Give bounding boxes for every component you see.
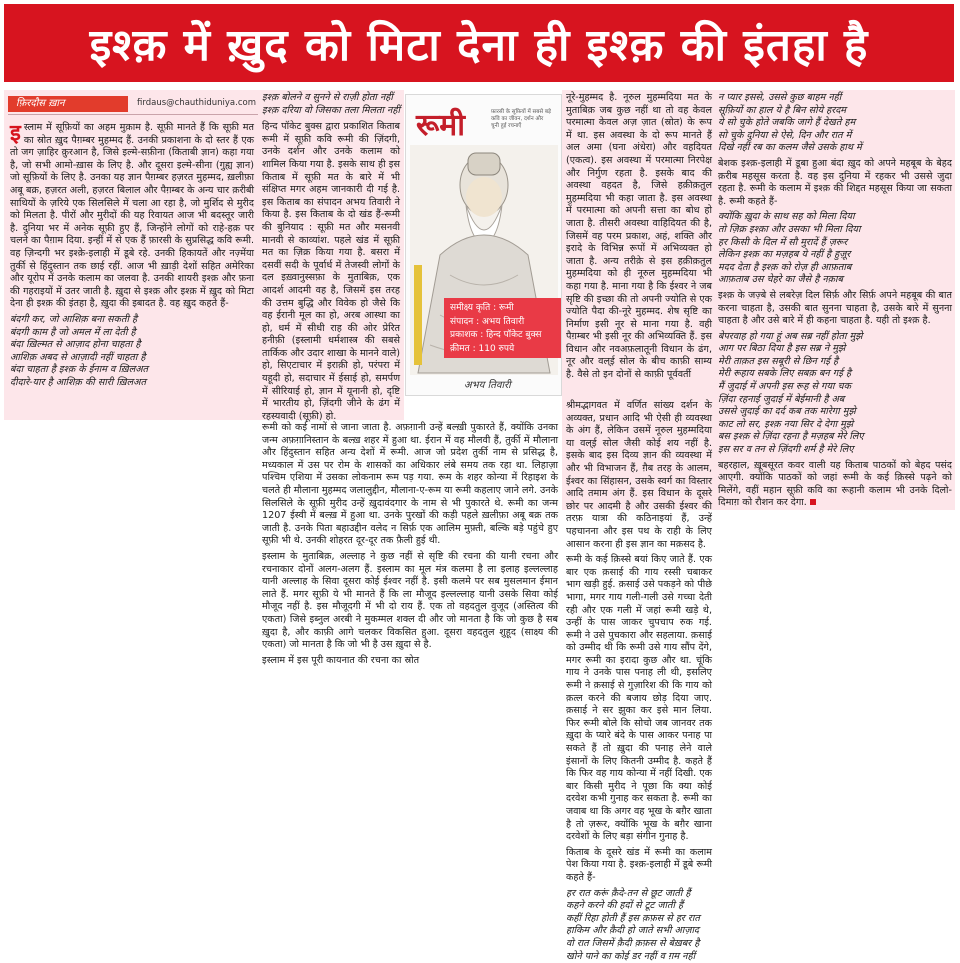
poem-line: काट लो सर, इश्क़ नया सिर दे देगा मुझे (718, 418, 854, 430)
poem-excerpt (718, 331, 952, 457)
poem-line: हाकिम और क़ैदी हो जाते सभी आज़ाद (566, 925, 700, 937)
intro-paragraph (10, 122, 254, 311)
closing-text: बहरहाल, ख़ूबसूरत कवर वाली यह किताब पाठकों को बेहद पसंद आएगी. क्योंकि पाठकों को जहां रूमी के कई क़िस्से पढ़ने को मिलेंगे, वहीं महान सूफ़ी कवि का रूहानी कलाम भी उनके दिलो-दिमाग़ को रौशन कर देगा. (718, 459, 952, 509)
poem-line: बेपरवाह हो गया हूं अब सब्र नहीं होता मुझे (718, 330, 863, 342)
poem-line: हर किसी के दिल में सौ मुरादें हैं ज़रूर (718, 236, 848, 248)
poem-excerpt (262, 92, 400, 117)
article-column-4 (566, 92, 712, 392)
article-column-5 (566, 400, 712, 962)
poem-line: मेरी रूहाय सबके लिए सबक़ बन गई है (718, 368, 852, 380)
book-info-box (444, 298, 561, 358)
paragraph: रूमी को कई नामों से जाना जाता है. अफ़ग़ानी उन्हें बल्ख़ी पुकारते हैं, क्योंकि उनका जन्म अफ़ग़ानिस्तान के बल्ख़ शहर में हुआ था. ईरान में वह मौलवी हैं, तुर्की में मौलाना और हिंदुस्तान सहित अन्य देशों में रूमी. आज जो प्रदेश तुर्की नाम से प्रसिद्ध है, मध्यकाल में उस पर रोम के शासकों का अधिकार लंबे समय तक रहा था. लिहाज़ा पश्चिम एशिया में उसका लोकनाम रूम पड़ गया. रूम के शहर कोन्या में रिहाइश के चलते ही मौलाना मुहम्मद जलालुद्दीन, मौलाना-ए-रूम या रूमी कहलाए जाने लगे. उनके सिलसिले के सूफ़ी मुरीद उन्हें ख़ुदावंदगार के नाम से भी पुकारते थे. रूमी का जन्म 1207 ईस्वी में बल्ख़ में हुआ था. उनके पुरखों की कड़ी पहले ख़लीफ़ा अबू बक्र तक जाती है. उनके पिता बहाउद्दीन वलेद न सिर्फ़ एक आलिम मुफ़्ती, बल्कि बड़े पहुंचे हुए सूफ़ी भी थे. उनकी शोहरत दूर-दूर तक फ़ैली हुई थी. (262, 422, 558, 547)
article-column-1 (10, 122, 254, 414)
paragraph: रूमी के कई क़िस्से बयां किए जाते हैं. एक बार एक क़साई की गाय रस्सी चबाकर भाग खड़ी हुई. क़साई उसे पकड़ने को पीछे भागा, मगर गाय गली-गली उसे गच्चा देती रही और एक गली में जहां रूमी खड़े थे, उन्हीं के पास जाकर चुपचाप रुक गई. रूमी ने उसे पुचकारा और सहलाया. क़साई को उम्मीद थी कि रूमी उसे गाय सौंप देंगे, मगर रूमी का इरादा कुछ और था. चूंकि गाय ने उनके पास पनाह ली थी, इसलिए रूमी ने क़साई से गुज़ारिश की कि गाय को क़त्ल करने की बजाय छोड़ दिया जाए. क़साई ने सर झुका कर इसे मान लिया. फिर रूमी बोले कि सोचो जब जानवर तक ख़ुदा के प्यारे बंदे के पास आकर पनाह पा सकते हैं तो ख़ुदा की पनाह लेने वाले इंसानों के लिए कितनी उम्मीद है. कहते हैं कि फिर वह गाय कोन्या में नहीं दिखी. एक बार किसी मुरीद ने पूछा कि क्या कोई दरवेश कभी गुनाह कर सकता है. रूमी का जवाब था कि अगर वह भूख के बग़ैर खाता है तो ज़रूर, क्योंकि भूख के बग़ैर खाना दरवेशों के लिए बड़ा संगीन गुनाह है. (566, 554, 712, 843)
paragraph: इस्लाम में इस पूरी कायनात की रचना का स्रोत (262, 654, 420, 666)
book-info-title: समीक्ष्य कृति : रूमी (450, 303, 514, 313)
poem-line: मदद देता है इश्क़ को रोज़ ही आफ़ताब (718, 261, 852, 273)
poem-line: बंदा ख़िल्मत से आज़ाद होना चाहता है (10, 339, 141, 351)
paragraph: इश्क़ के जज़्बे से लबरेज़ दिल सिर्फ़ और सिर्फ़ अपने महबूब की बात करना चाहता है, उसकी बात सुनना चाहता है, उसके बारे में सुनना चाहता है और उसे बारे में ही कहना चाहता है. यही तो इश्क़ है. (718, 289, 952, 327)
poem-line: लेकिन इश्क़ का मज़हब ये नहीं है हुज़ूर (718, 249, 851, 261)
book-info-editor: संपादन : अभय तिवारी (450, 316, 525, 327)
poem-line: आग पर बिठा दिया है इस सब्र ने मुझे (718, 343, 846, 355)
paragraph: हिन्द पॉकेट बुक्स द्वारा प्रकाशित किताब रूमी में सूफ़ी कवि रूमी की ज़िंदगी, उनके दर्शन और उनके कलाम को शामिल किया गया है. इसके साथ ही इस किताब में सूफ़ी मत के बारे में भी संक्षिप्त मगर अहम जानकारी दी गई है. इस किताब का संपादन अभय तिवारी ने किया है. इस किताब के दो खंड हैं-रूमी की बुनियाद : सूफ़ी मत और मसनवी मानवी से काव्यांश. पहले खंड में सूफ़ी मत का ज़िक्र किया गया है. बसरा में दसवीं सदी के पूर्वार्ध में तेजस्वी लोगों के दल इख़्वानुस्सफ़ा के मुताबिक़, एक आदर्श आदमी वह है, जिसमें इस तरह की उत्तम बुद्धि और विवेक हो जैसे कि वह ईरानी मूल का हो, अरब आस्था का हो, धर्म में सीधी राह की ओर प्रेरित हनीफ़ी (इस्लामी धर्मशास्त्र की सबसे तार्किक और उदार शाखा के मानने वाले) हो, सिएटाचार में इराक़ी हो, परंपरा में यहूदी हो, सदाचार में ईसाई हो, समर्पण में सीरियाई हो, ज्ञान में यूनानी हो, दृष्टि में भारतीय हो, ज़िंदगी जीने के ढंग में रहस्यवादी (सूफ़ी) हो. (262, 121, 400, 422)
poem-line: इस सर व तन से ज़िंदगी शर्म है मेरे लिए (718, 444, 854, 456)
poem-line: न प्यार इससे, उससे कुछ बाहम नहीं (718, 92, 842, 103)
poem-line: ज़िंदा रहनाई जुदाई में बेईमानी है अब (718, 393, 845, 405)
poem-line: बंदा चाहता है इश्क़ के ईनाम व ख़िलअत (10, 364, 149, 376)
poem-line: दीदारे-यार है आशिक़ की सारी ख़िलअत (10, 376, 146, 388)
book-cover-editor: अभय तिवारी (464, 380, 511, 391)
byline-email: firdaus@chauthiduniya.com (137, 98, 256, 108)
poem-line: उससे जुदाई का दर्द कब तक मारेगा मुझे (718, 406, 856, 418)
poem-line: मैं जुदाई में अपनी इस रूह से गया चक (718, 381, 852, 393)
poem-line: दिखे नहीं रब का कलम जैसे उसके हाथ में (718, 142, 862, 154)
poem-line: सो चुके दुनिया से ऐसे, दिन और रात में (718, 129, 852, 141)
dropcap: इ (10, 121, 21, 146)
byline (8, 96, 258, 115)
paragraph: बेशक इश्क़-इलाही में डूबा हुआ बंदा ख़ुद को अपने महबूब के बेहद क़रीब महसूस करता है. वह इस दुनिया में रहकर भी उससे जुदा रहता है. रूमी के कलाम में इश्क़ की शिद्दत महसूस किया जा सकता है. रूमी कहते हैं- (718, 157, 952, 207)
paragraph: नूरे-मुहम्मद है. नूरुल मुहम्मदिया मत के मुताबिक़ जब कुछ नहीं था तो वह केवल परमात्मा केवल अज़ ज़ात (स्रोत) के रूप में था. इस अवस्था के दो रूप मानते हैं अल अमा (घना अंधेरा) और वहदियत (एकत्व). इस अवस्था में परमात्मा निरपेक्ष और निर्गुण रहता है. इसके बाद की अवस्था वहदत है, जिसे हक़ीक़तुल मुहम्मदिया भी कहा जाता है. इस अवस्था में परमात्मा को अपनी सत्ता का बोध हो जाता है. तीसरी अवस्था वाहिदियत की है, जिसमें वह परम प्रकाश, अहं, शक्ति और इरादे के विभिन्न रूपों में अभिव्यक्त हो जाता है. अन्य तरीक़े से इस हक़ीक़तुल मुहम्मदिया को ही नूरुल मुहम्मदिया भी कहा गया है. माना गया है कि ईश्वर ने जब सृष्टि की इच्छा की तो अपनी ज्योति से एक ज्योति पैदा की-नूरे मुहम्मद. शेष सृष्टि का निर्माण इसी नूर से माना गया है. वही पैग़म्बर भी इसी नूर की अभिव्यक्ति हैं. इस विधान और नवअफ़लातूनी विधान के ढंग, नूर और वल्ई सोल के बीच काफ़ी साम्य है. वैसे तो इन दोनों से काफ़ी पूर्ववर्ती (566, 92, 712, 381)
article-column-6 (718, 92, 952, 508)
poem-line: इश्क़ बोलने व सुनने से राज़ी होता नहीं (262, 92, 393, 103)
poem-line: कहने करने की हदों से टूट जाती हैं (566, 900, 684, 912)
poem-line: कहीं रिहा होती हैं इस क़फ़स से हर रात (566, 912, 700, 924)
poem-line: खोने पाने का कोई डर नहीं व ग़म नहीं (566, 950, 696, 962)
poem-line: बंदगी काम है जो अमल में ला देती है (10, 326, 136, 338)
poem-line: इश्क़ दरिया वो जिसका तला मिलता नहीं (262, 104, 400, 116)
article-column-3 (262, 422, 558, 836)
book-info-price: क़ीमत : 110 रुपये (450, 343, 515, 354)
poem-line: आफ़ताब उस चेहरे का जैसे है नक़ाब (718, 274, 843, 286)
poem-excerpt (718, 92, 952, 155)
article-column-2 (262, 92, 400, 422)
poem-line: बस इश्क़ से ज़िंदा रहना है मज़हब मेरे लिए (718, 431, 864, 443)
book-info-publisher: प्रकाशक : हिन्द पॉकेट बुक्स (450, 330, 542, 340)
poem-line: हर रात करूं क़ैदे-तन से छूट जाती हैं (566, 887, 691, 899)
poem-line: तो ज़िक्र इश्क़ा और उसका भी मिला दिया (718, 223, 861, 235)
poem-line: सूफ़ियों का हाल ये है बिन सोये हरदम (718, 104, 847, 116)
poem-line: क्योंकि ख़ुदा के साथ सह को मिला दिया (718, 211, 855, 223)
poem-line: बंदगी कर, जो आशिक़ बना सकती है (10, 313, 138, 325)
poem-line: मेरी ताक़त इस सबूरी से छिन गई है (718, 355, 839, 367)
intro-text: स्लाम में सूफ़ियों का अहम मुक़ाम है. सूफ़ी मानते हैं कि सूफ़ी मत का स्रोत ख़ुद पैग़म्बर मुहम्मद हैं. उनकी प्रकाशना के दो स्तर हैं एक तो जग ज़ाहिर क़ुरआन है, जिसे इल्मे-सफ़ीना (किताबी ज्ञान) कहा गया है, जो सभी आमो-ख़ास के लिए है. और दूसरा इल्मे-सीना (गुह्य ज्ञान) जो सूफ़ियों के लिए है. उनका यह ज्ञान पैग़म्बर हज़रत मुहम्मद, ख़लीफ़ा अबू बक्र, हज़रत अली, हज़रत बिलाल और पैग़म्बर के अन्य चार क़रीबी साथियों के ज़रिये एक सिलसिले में चला आ रहा है, जो मुर्शिद से मुरीद को मिलता है. पीरों और मुरीदों की यह रिवायत आज भी बदस्तूर जारी है. दुनिया भर में अनेक सूफ़ी हुए हैं, जिन्होंने लोगों को राहे-हक़ पर चलने का पैग़ाम दिया. इन्हीं में से एक हैं फ़ारसी के सुप्रसिद्ध कवि रूमी. वह ज़िन्दगी भर इश्क़े-इलाही में डूबे रहे. उनकी हिकायतें और नज़्मेंया तुर्की से हिंदुस्तान तक छाई रहीं. आज भी ख़ाड़ी देशों सहित अमेरिका और यूरोप में उनके कलाम का जलवा है. उनकी शायरी इश्क़ और फ़ना की गहराइयों में उतर जाती है. ख़ुदा से इश्क़ और इश्क़ में ख़ुद को मिटा देना ही इश्क़ की इंतहा है, ख़ुदा की इबादत है. वह ख़ुद कहते हैं- (10, 122, 254, 310)
headline: इश्क़ में ख़ुद को मिटा देना ही इश्क़ की इंतहा है (4, 4, 954, 82)
end-mark-icon (810, 499, 816, 505)
paragraph: किताब के दूसरे खंड में रूमी का कलाम पेश किया गया है. इश्क़-इलाही में डूबे रूमी कहते हैं- (566, 846, 712, 883)
byline-author: फ़िरदौस ख़ान (8, 96, 128, 112)
closing-paragraph (718, 460, 952, 510)
paragraph: इस्लाम के मुताबिक़, अल्लाह ने कुछ नहीं से सृष्टि की रचना की यानी रचना और रचनाकार दोनों अलग-अलग हैं. इस्लाम का मूल मंत्र कलमा है ला इलाह इल्लल्लाह यानी अल्लाह के सिवा दूसरा कोई ईश्वर नहीं है. इसी कलमे पर सब मुसलमान ईमान लाते हैं. मगर सूफ़ी ये भी मानते हैं कि ला मौजूद इल्लल्लाह यानी उसके सिवा कोई मौजूद नहीं है. इस मौजूदगी में भी दो राय हैं. एक तो वहदतुल वुजूद (अस्तित्व की एकता) जिसे इब्नुल अरबी ने मुकम्मल शक्ल दी और जो मानता है कि जो कुछ है सब ख़ुदा है, और काफ़ी आगे चलकर विकसित हुआ. दूसरा वहदतुल शुहूद (साक्ष्य की एकता) जो मानता है कि जो भी है उस ख़ुदा से है. (262, 550, 558, 651)
book-cover-title: रूमी (416, 108, 466, 143)
book-cover-subtitle: फ़ारसी के सूफ़ियों में सबसे बड़े कवि का जीवन, दर्शन और चुनी हुई रचनाएँ (491, 109, 551, 129)
paragraph: श्रीमद्भागवत में वर्णित सांख्य दर्शन के अव्यक्त, प्रधान आदि भी ऐसी ही व्यवस्था के अंग हैं, लेकिन उसमें नूरुल मुहम्मदिया या वल्ई सोल जैसी कोई शय नहीं है. इसके बाद इस दिव्य ज्ञान की व्यवस्था में और भी विभाजन हैं, ग़ैब तरह के आलम, ईश्वर का सिंहासन, उसके स्वर्ग का विस्तार आदि तमाम अंग हैं. इस विधान के दूसरे छोर पर आदमी है और उसकी ईश्वर की तरफ़ यात्रा की कठिनाइयां हैं, उन्हें पहचानना और इस पथ के राही के लिए आसान करना ही इस ज्ञान का मक़सद है. (566, 400, 712, 550)
poem-excerpt (10, 314, 254, 390)
poem-excerpt (718, 211, 952, 287)
poem-line: वो रात जिसमें क़ैदी क़फ़स से बेख़बर है (566, 937, 700, 949)
poem-line: ये सो चुके होते जबकि जागे हैं देखते हम (718, 117, 856, 129)
poem-excerpt (566, 888, 712, 963)
poem-line: आशिक़ अबद से आज़ादी नहीं चाहता है (10, 351, 146, 363)
